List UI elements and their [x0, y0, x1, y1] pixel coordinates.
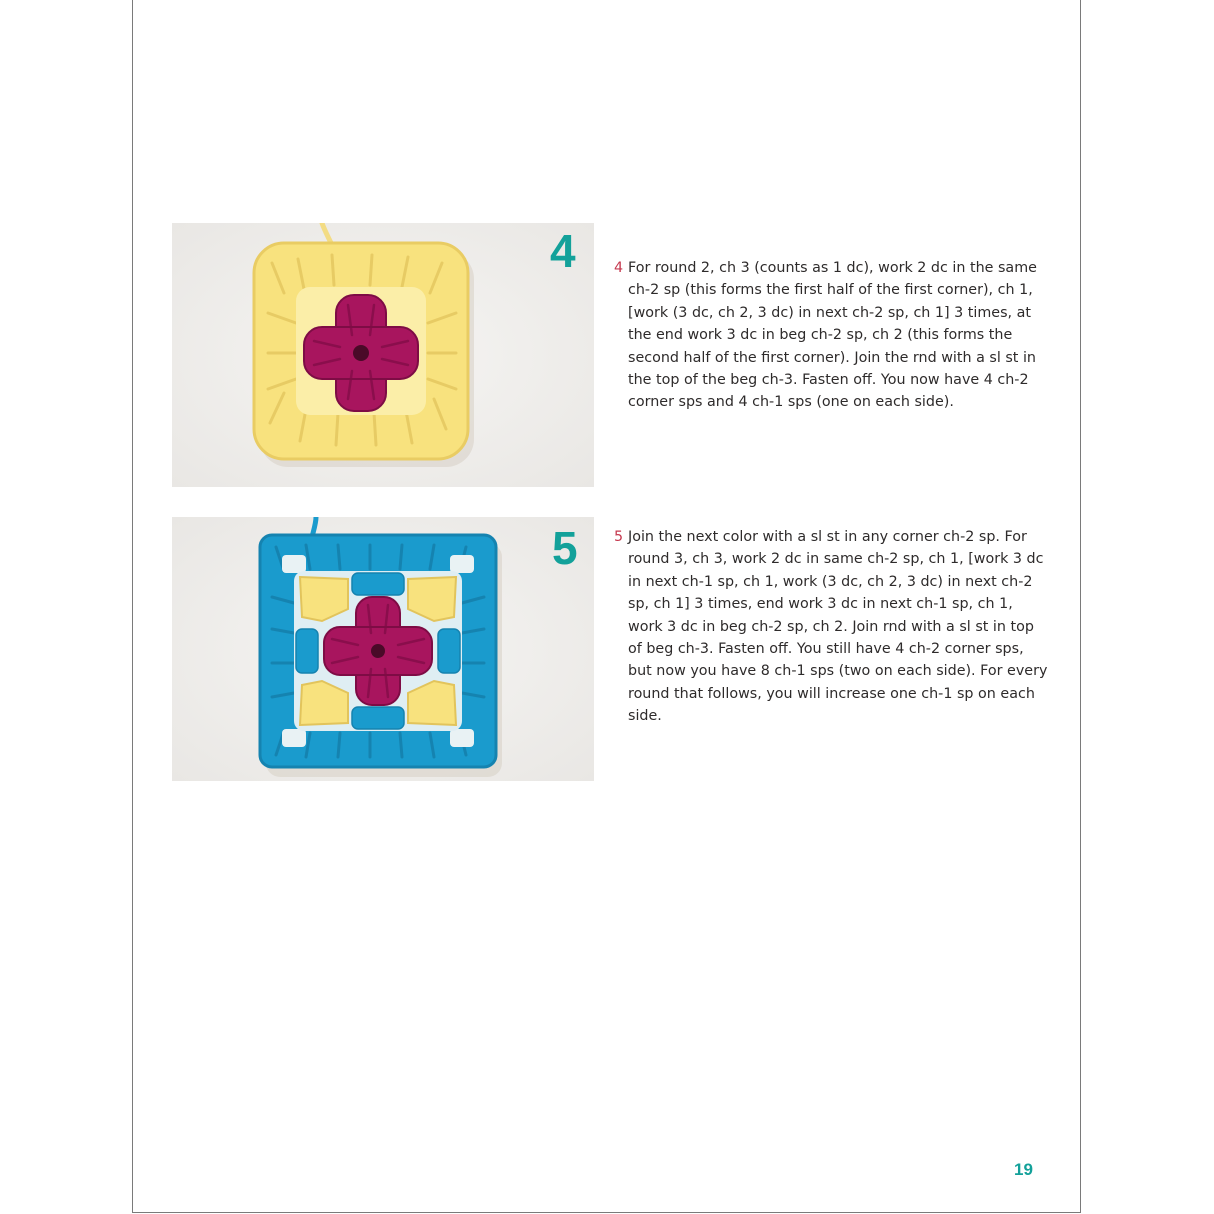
step-4-text: For round 2, ch 3 (counts as 1 dc), work 2 dc in the same ch-2 sp (this forms the first half of the first corner), ch 1, [work (3 dc, ch 2, 3 dc) in next ch-2 sp, ch 1] 3 times, at the end work 3 dc in beg ch-2 sp, ch 2 (this forms the second half of the first corner). Join the rnd with a sl st in the top of the beg ch-3. Fasten off. You now have 4 ch-2 corner sps and 4 ch-1 sps (one on each side). [628, 260, 1037, 411]
crochet-square-round-2-image [172, 223, 594, 487]
step-5-photo-label: 5 [552, 522, 578, 574]
step-5-text: Join the next color with a sl st in any corner ch-2 sp. For round 3, ch 3, work 2 dc in same ch-2 sp, ch 1, [work 3 dc in next ch-1 sp, ch 1, work (3 dc, ch 2, 3 dc) in next ch-2 sp, ch 1] 3 times, end work 3 dc in next ch-1 sp, ch 1, work 3 dc in beg ch-2 sp, ch 2. Join rnd with a sl st in top of beg ch-3. Fasten off. You still have 4 ch-2 corner sps, but now you have 8 ch-1 sps (two on each side). For every round that follows, you will increase one ch-1 sp on each side. [628, 529, 1048, 725]
page-number: 19 [1014, 1160, 1033, 1179]
step-5-photo [172, 517, 594, 781]
step-5-marker: 5 [614, 529, 624, 545]
crochet-square-round-3-image [172, 517, 594, 781]
step-4-photo [172, 223, 594, 487]
step-5-instructions [614, 526, 1048, 728]
step-4-photo-label: 4 [550, 225, 576, 277]
step-4-instructions [614, 257, 1048, 414]
step-4-marker: 4 [614, 260, 624, 276]
